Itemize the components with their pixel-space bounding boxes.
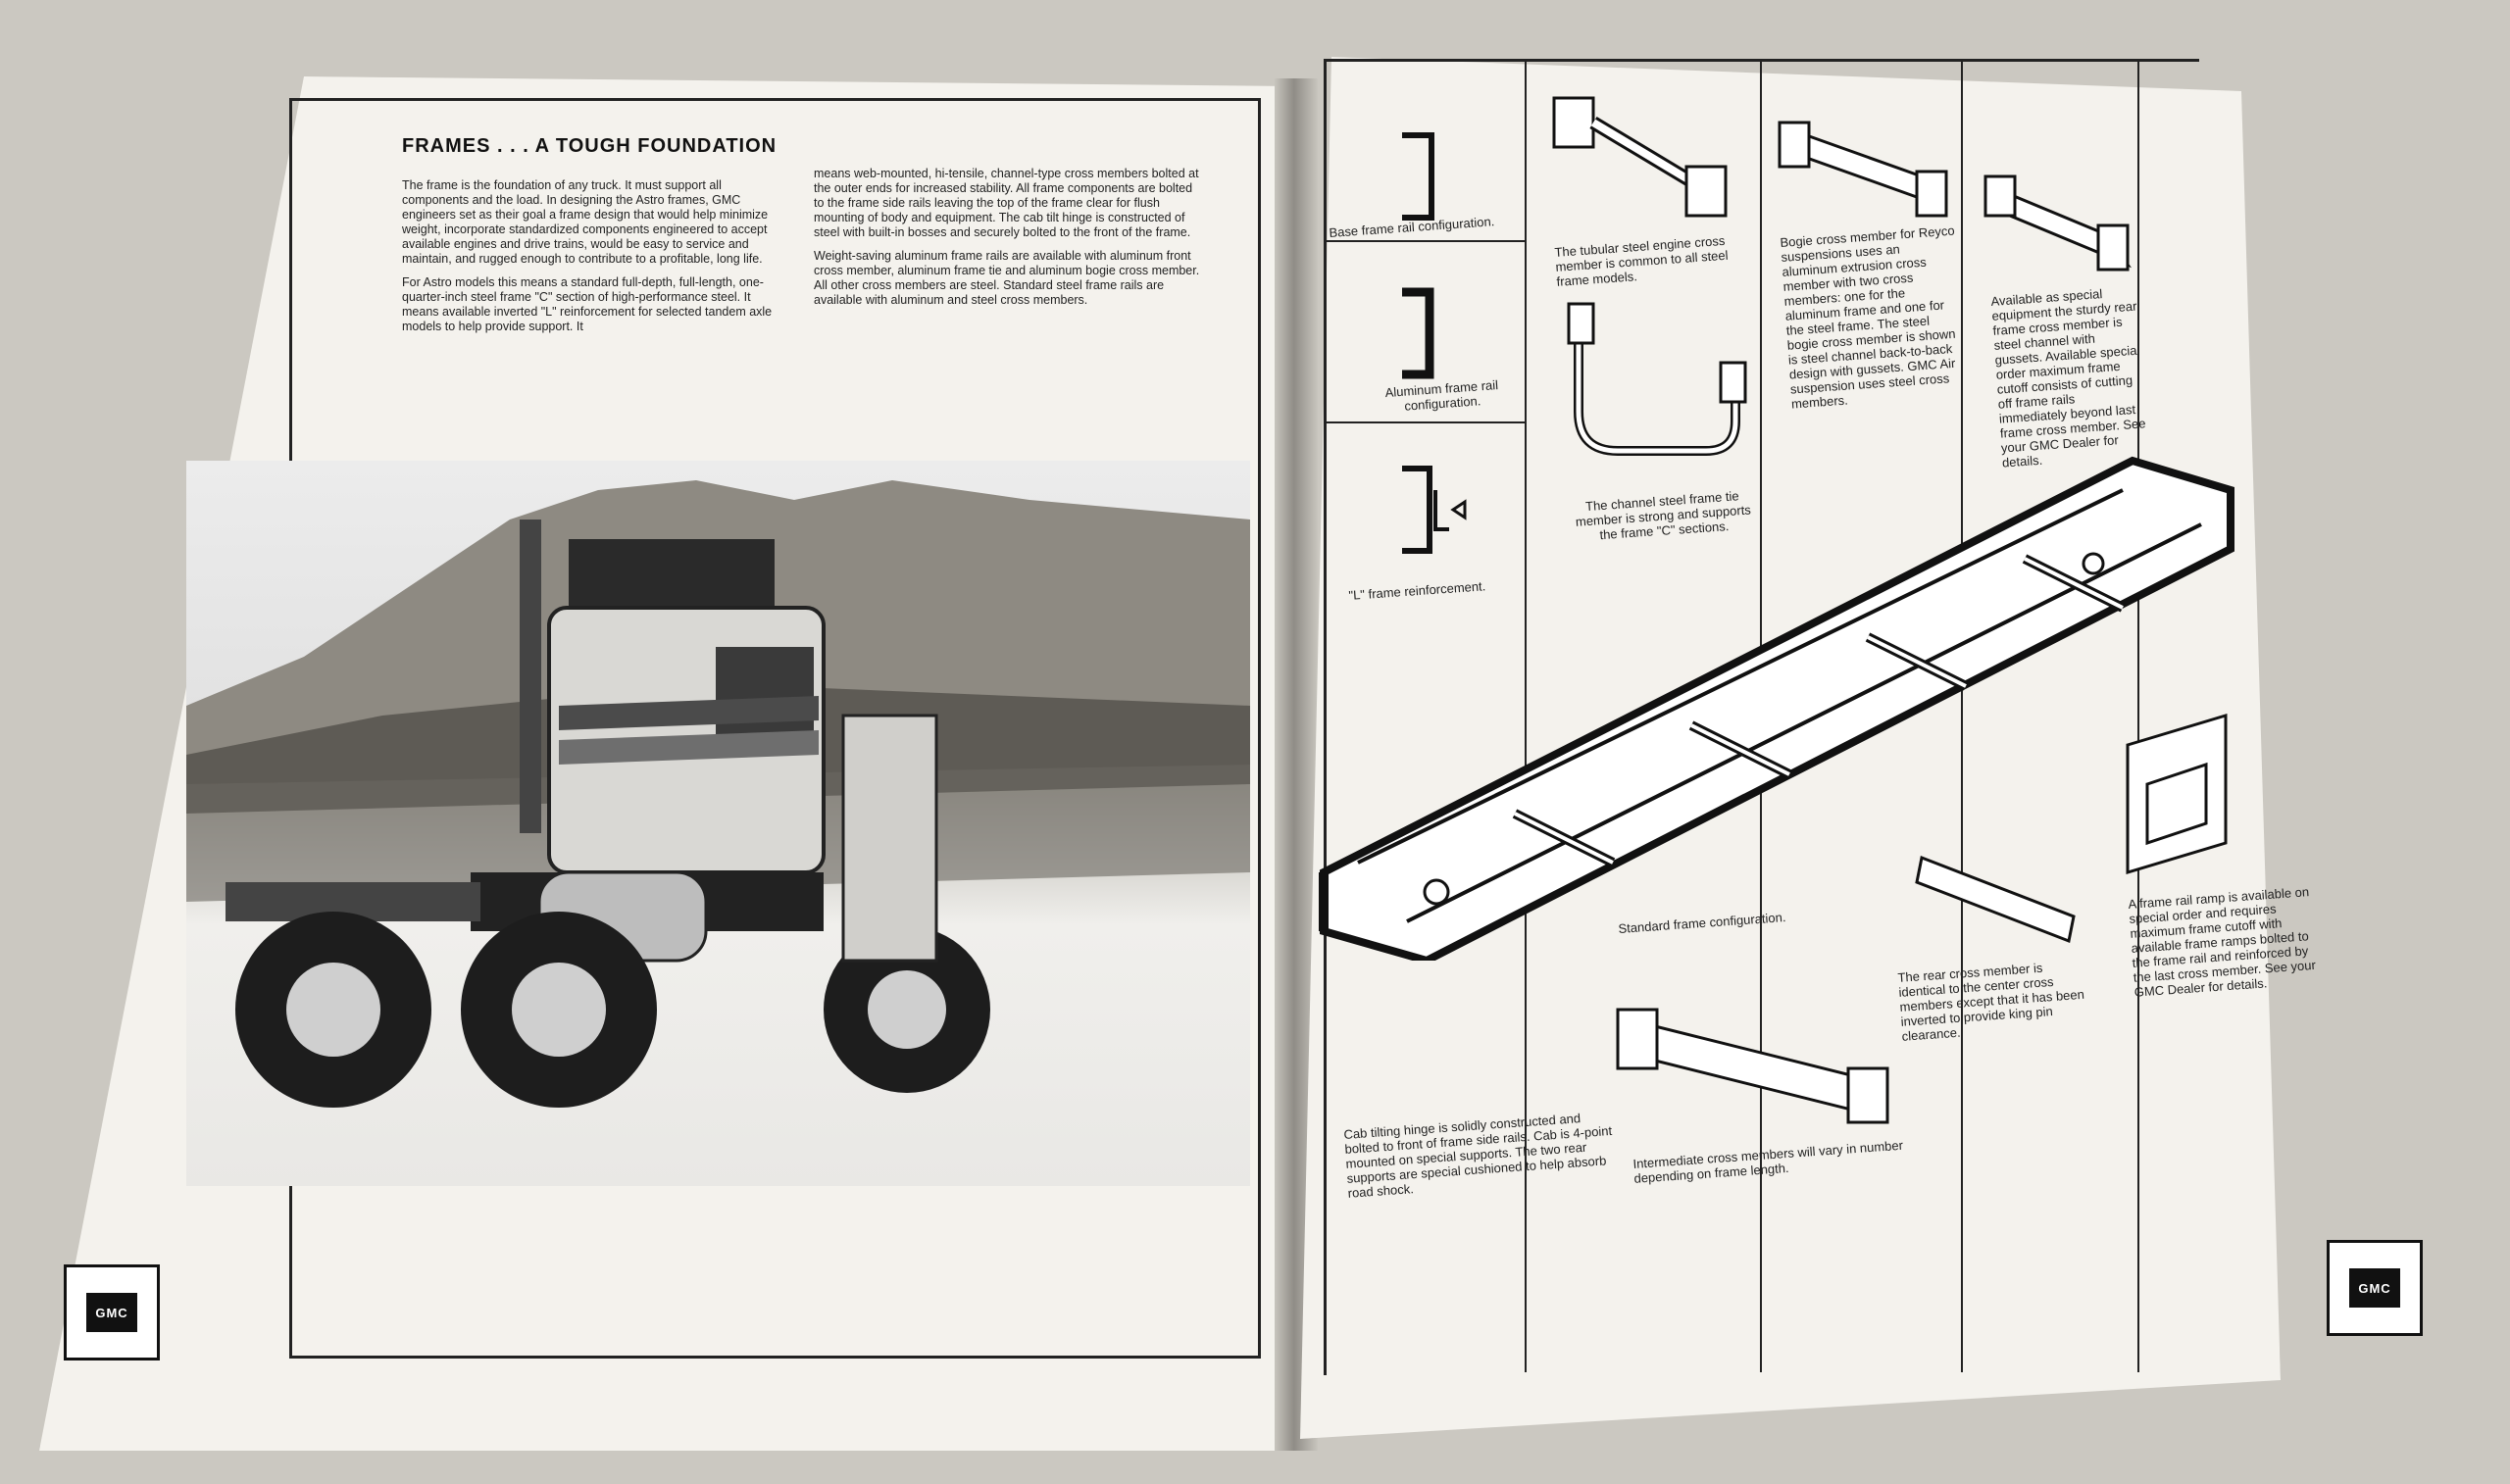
gmc-logo-box xyxy=(64,1264,160,1360)
caption-ramp: A frame rail ramp is available on special order and requires maximum frame cutoff with available frame ramps bolted to the frame rail and reinforced by the last cross member. See your GMC Dealer for details. xyxy=(2128,884,2317,1000)
caption-l-reinforcement: "L" frame reinforcement. xyxy=(1348,578,1486,603)
bogie-cross-member-drawing xyxy=(1775,118,1951,225)
caption-base-rail: Base frame rail configuration. xyxy=(1329,214,1495,240)
gmc-logo: GMC xyxy=(86,1293,137,1332)
row-divider xyxy=(1324,240,1525,242)
caption-tubular: The tubular steel engine cross member is common to all steel frame models. xyxy=(1554,232,1729,289)
base-rail-icon xyxy=(1392,127,1451,225)
caption-cab-hinge: Cab tilting hinge is solidly constructed and bolted to front of frame side rails. Cab is 4-point mounted on special supports. The two rear supports are special cushioned to help absorb road shock. xyxy=(1343,1111,1613,1201)
caption-special: Available as special equipment the sturdy rear frame cross member is steel channel with gussets. Available special order maximum frame cutoff consists of cutting off frame rails immediately beyond last frame cross member. See your GMC Dealer for details. xyxy=(1990,286,2146,470)
caption-rear-cross: The rear cross member is identical to the center cross members except that it has been inverted to provide king pin clearance. xyxy=(1897,960,2085,1044)
paragraph: For Astro models this means a standard full-depth, full-length, one-quarter-inch steel frame "C" section of high-performance steel. It means available inverted "L" reinforcement for selected tandem axle models to help provide support. It xyxy=(402,275,773,333)
page-edge-marks xyxy=(2245,176,2255,1353)
paragraph: Weight-saving aluminum frame rails are available with aluminum front cross member, aluminum frame tie and aluminum bogie cross member. All other cross members are steel. Standard steel frame rails are available with aluminum and steel cross members. xyxy=(814,249,1200,307)
paragraph: means web-mounted, hi-tensile, channel-type cross members bolted at the outer ends for increased stability. All frame components are bolted to the frame side rails leaving the top of the frame clear for flush mounting of body and equipment. The cab tilt hinge is constructed of steel with built-in bosses and securely bolted to the front of the frame. xyxy=(814,167,1199,239)
row-divider xyxy=(1324,421,1525,423)
gmc-logo-box xyxy=(2327,1240,2423,1336)
paragraph: The frame is the foundation of any truck. It must support all components and the load. In designing the Astro frames, GMC engineers set as their goal a frame design that would help minimize weight, incorporate standardized components engineered to accept available engines and drive trains, would be easy to service and maintain, and rugged enough to contribute to a profitable, long life. xyxy=(402,178,769,266)
text-column-1 xyxy=(402,178,789,343)
page-headline: FRAMES . . . A TOUGH FOUNDATION xyxy=(402,135,778,157)
text-column-2 xyxy=(814,167,1201,317)
truck-photo xyxy=(186,461,1250,1186)
frame-rail-ramp-drawing xyxy=(2108,706,2245,882)
caption-intermediate: Intermediate cross members will vary in number depending on frame length. xyxy=(1632,1137,1904,1186)
special-rear-cross-member-drawing xyxy=(1981,167,2137,284)
caption-channel-tie: The channel steel frame tie member is strong and supports the frame "C" sections. xyxy=(1575,488,1752,543)
caption-bogie: Bogie cross member for Reyco suspensions uses an aluminum extrusion cross member with two cross members: one for the aluminum frame and one for the steel frame. The steel bogie cross member is shown is steel channel back-to-back design with gussets. GMC Air suspension uses steel cross members. xyxy=(1780,223,1956,412)
truck-illustration xyxy=(186,461,1250,1186)
tubular-cross-member-drawing xyxy=(1544,88,1740,225)
rear-cross-member-drawing xyxy=(1907,843,2093,951)
gmc-logo: GMC xyxy=(2349,1268,2400,1308)
intermediate-cross-member-drawing xyxy=(1608,990,1902,1127)
caption-aluminum-rail: Aluminum frame rail configuration. xyxy=(1384,377,1499,414)
aluminum-rail-icon xyxy=(1392,284,1451,382)
caption-standard: Standard frame configuration. xyxy=(1618,910,1786,936)
article-block xyxy=(402,127,1245,392)
